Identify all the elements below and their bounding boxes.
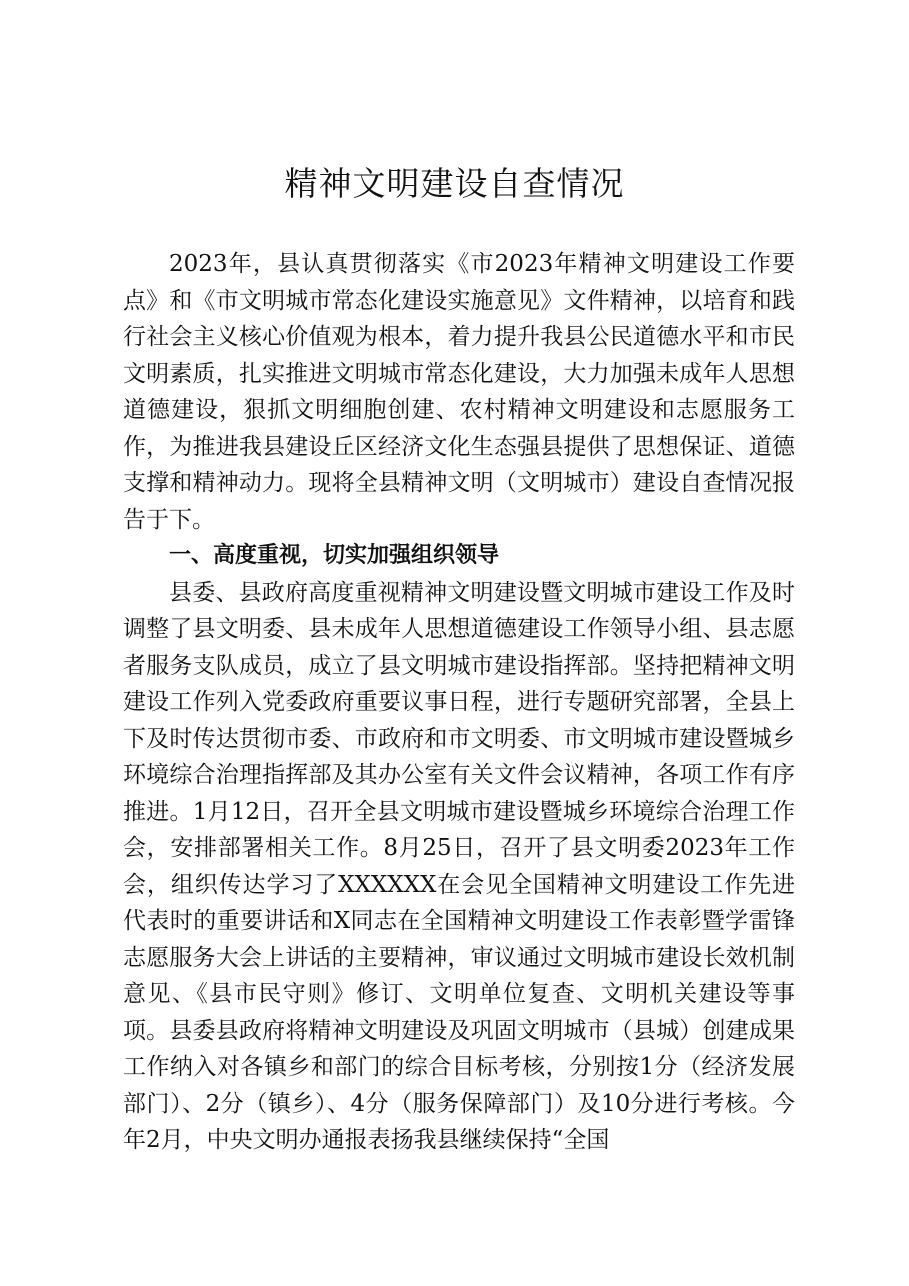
intro-paragraph: 2023年，县认真贯彻落实《市2023年精神文明建设工作要点》和《市文明城市常态化建设实施意见》文件精神，以培育和践行社会主义核心价值观为根本，着力提升我县公民道德水平和市民文明素质，扎实推进文明城市常态化建设，大力加强未成年人思想道德建设，狠抓文明细胞创建、农村精神文明建设和志愿服务工作，为推进我县建设丘区经济文化生态强县提供了思想保证、道德支撑和精神动力。现将全县精神文明（文明城市）建设自查情况报告于下。 [123, 251, 795, 533]
document-title: 精神文明建设自查情况 [284, 164, 625, 203]
section-1-heading: 一、高度重视，切实加强组织领导 [169, 543, 500, 568]
section-1-paragraph: 县委、县政府高度重视精神文明建设暨文明城市建设工作及时调整了县文明委、县未成年人思想道德建设工作领导小组、县志愿者服务支队成员，成立了县文明城市建设指挥部。坚持把精神文明建设工作列入党委政府重要议事日程，进行专题研究部署，全县上下及时传达贯彻市委、市政府和市文明委、市文明城市建设暨城乡环境综合治理指挥部及其办公室有关文件会议精神，各项工作有序推进。1月12日，召开全县文明城市建设暨城乡环境综合治理工作会，安排部署相关工作。8月25日，召开了县文明委2023年工作会，组织传达学习了XXXXXX在会见全国精神文明建设工作先进代表时的重要讲话和X同志在全国精神文明建设工作表彰暨学雷锋志愿服务大会上讲话的主要精神，审议通过文明城市建设长效机制意见、《县市民守则》修订、文明单位复查、文明机关建设等事项。县委县政府将精神文明建设及巩固文明城市（县城）创建成果工作纳入对各镇乡和部门的综合目标考核，分别按1分（经济发展部门）、2分（镇乡）、4分（服务保障部门）及10分进行考核。今年2月，中央文明办通报表扬我县继续保持“全国 [123, 579, 795, 1153]
document-body [123, 246, 795, 1159]
